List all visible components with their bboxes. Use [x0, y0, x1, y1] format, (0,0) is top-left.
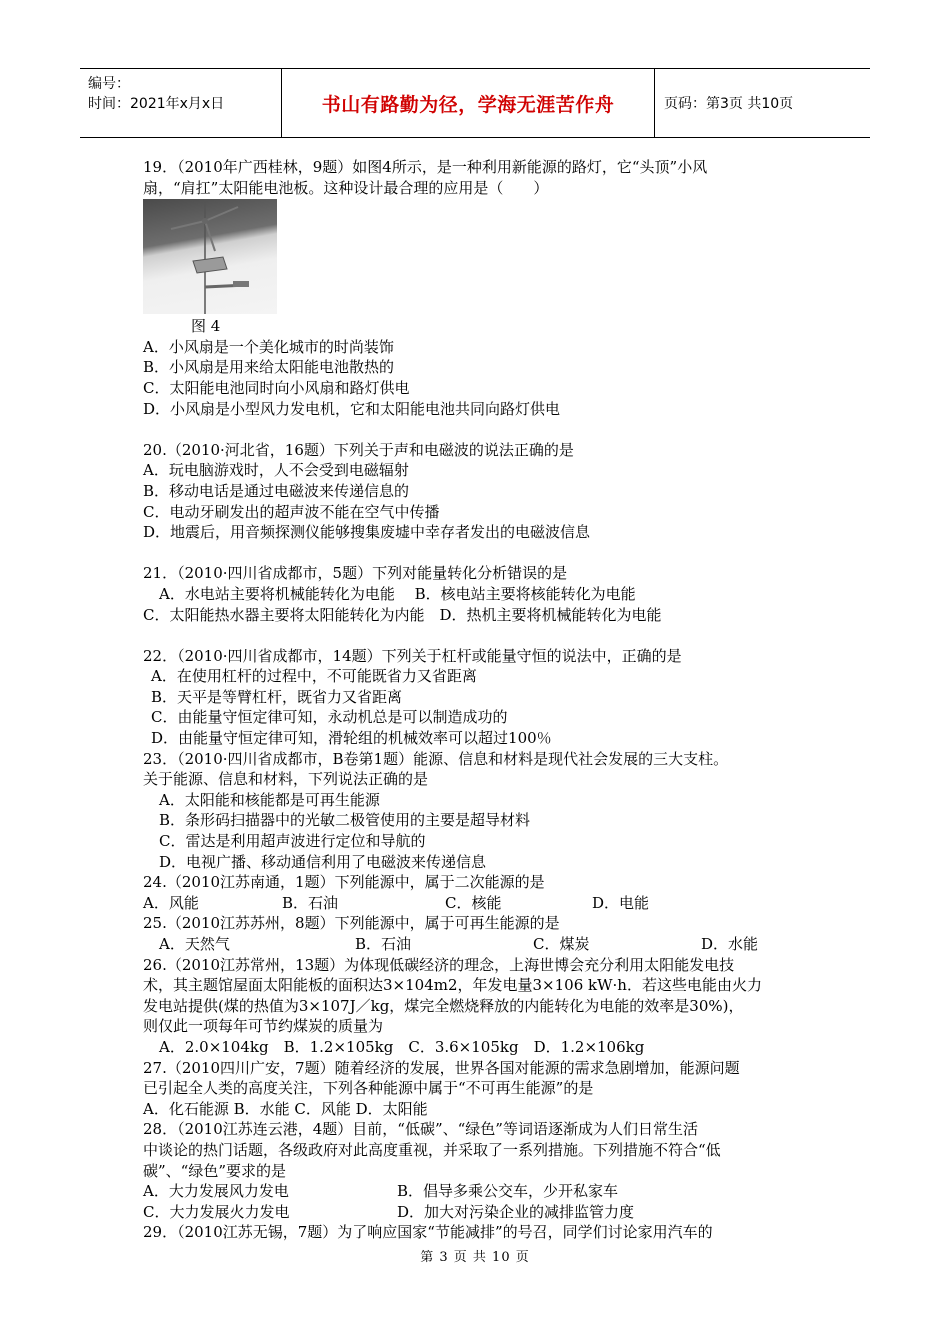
option: C．太阳能电池同时向小风扇和路灯供电 [143, 378, 410, 397]
question-27-stem: 已引起全人类的高度关注，下列各种能源中属于“不可再生能源”的是 [143, 1079, 594, 1098]
question-21-stem: 21．（2010·四川省成都市，5题）下列对能量转化分析错误的是 [143, 564, 568, 583]
option: D．小风扇是小型风力发电机，它和太阳能电池共同向路灯供电 [143, 399, 561, 418]
question-26-stem: 发电站提供(煤的热值为3×107J／kg，煤完全燃烧释放的内能转化为电能的效率是30%)， [143, 996, 744, 1015]
option-row [143, 893, 823, 914]
option: D．电视广播、移动通信利用了电磁波来传递信息 [159, 852, 487, 871]
option-row [143, 1181, 823, 1202]
option: A．风能 [143, 893, 199, 912]
question-28-stem: 碳”、“绿色”要求的是 [143, 1161, 287, 1180]
option: B．倡导多乘公交车，少开私家车 [397, 1182, 619, 1201]
question-23-stem: 23．（2010·四川省成都市，B卷第1题）能源、信息和材料是现代社会发展的三大支柱。 [143, 749, 729, 768]
option: B．石油 [282, 893, 339, 912]
option: B．小风扇是用来给太阳能电池散热的 [143, 358, 395, 377]
question-19-stem: 19．（2010年广西桂林，9题）如图4所示，是一种利用新能源的路灯，它“头顶”小风 [143, 158, 708, 176]
option: A．玩电脑游戏时，人不会受到电磁辐射 [143, 461, 409, 480]
option: B．移动电话是通过电磁波来传递信息的 [143, 481, 410, 500]
question-28-stem: 中谈论的热门话题，各级政府对此高度重视，并采取了一系列措施。下列措施不符合“低 [143, 1140, 721, 1159]
option: C．大力发展火力发电 [143, 1202, 290, 1221]
question-24-stem: 24.（2010江苏南通，1题）下列能源中，属于二次能源的是 [143, 873, 545, 892]
header-meta-cell [80, 69, 280, 137]
streetlight-illustration [143, 199, 277, 314]
option: D．电能 [592, 893, 650, 912]
question-29-stem: 29．（2010江苏无锡，7题）为了响应国家“节能减排”的号召，同学们讨论家用汽车的 [143, 1223, 713, 1242]
question-28-stem: 28．（2010江苏连云港，4题）目前，“低碳”、“绿色”等词语逐渐成为人们日常生活 [143, 1120, 698, 1139]
page-footer: 第 3 页 共 10 页 [420, 1250, 530, 1265]
option: D．加大对污染企业的减排监管力度 [397, 1202, 635, 1221]
time-label: 时间：2021年x月x日 [88, 96, 225, 112]
option: C．核能 [445, 893, 502, 912]
option: D．由能量守恒定律可知，滑轮组的机械效率可以超过100％ [151, 729, 552, 748]
option: C．太阳能热水器主要将太阳能转化为内能 D．热机主要将机械能转化为电能 [143, 605, 662, 624]
question-body [143, 157, 823, 1243]
option: C．由能量守恒定律可知，永动机总是可以制造成功的 [151, 708, 508, 727]
page-header [80, 68, 870, 138]
option-row [143, 1202, 823, 1223]
option: A．水电站主要将机械能转化为电能 B．核电站主要将核能转化为电能 [159, 584, 636, 603]
question-22-stem: 22．（2010·四川省成都市，14题）下列关于杠杆或能量守恒的说法中，正确的是 [143, 646, 682, 665]
question-23-stem: 关于能源、信息和材料，下列说法正确的是 [143, 770, 429, 789]
option: D．地震后，用音频探测仪能够搜集废墟中幸存者发出的电磁波信息 [143, 523, 591, 542]
question-26-stem: 则仅此一项每年可节约煤炭的质量为 [143, 1017, 384, 1036]
figure-caption: 图 4 [191, 317, 221, 336]
option: A．大力发展风力发电 [143, 1182, 289, 1201]
option: A．在使用杠杆的过程中，不可能既省力又省距离 [151, 667, 477, 686]
header-motto: 书山有路勤为径，学海无涯苦作舟 [321, 93, 615, 116]
question-19-stem: 扇，“肩扛”太阳能电池板。这种设计最合理的应用是（ ） [143, 178, 549, 197]
question-20-stem: 20.（2010·河北省，16题）下列关于声和电磁波的说法正确的是 [143, 440, 574, 459]
question-26-stem: 术，其主题馆屋面太阳能板的面积达3×104m2，年发电量3×106 kW·h．若这些电能由火力 [143, 976, 762, 995]
option: C．煤炭 [533, 935, 590, 953]
option-row [143, 934, 823, 955]
header-page-label: 页码：第3页 共10页 [664, 96, 794, 112]
option: C．雷达是利用超声波进行定位和导航的 [159, 832, 426, 851]
option-row: A．2.0×104kg B．1.2×105kg C．3.6×105kg D．1.2×106kg [159, 1037, 645, 1056]
header-divider [654, 69, 655, 137]
option: B．石油 [355, 935, 412, 953]
question-26-stem: 26.（2010江苏常州，13题）为体现低碳经济的理念，上海世博会充分利用太阳能发电技 [143, 955, 735, 974]
option-row: A．化石能源 B．水能 C．风能 D．太阳能 [143, 1099, 428, 1118]
question-27-stem: 27.（2010四川广安，7题）随着经济的发展，世界各国对能源的需求急剧增加，能源问题 [143, 1058, 740, 1077]
option: B．条形码扫描器中的光敏二极管使用的主要是超导材料 [159, 811, 531, 830]
option: A．太阳能和核能都是可再生能源 [159, 790, 380, 809]
option: A．小风扇是一个美化城市的时尚装饰 [143, 337, 394, 356]
option: A．天然气 [159, 935, 230, 953]
question-25-stem: 25.（2010江苏苏州，8题）下列能源中，属于可再生能源的是 [143, 914, 560, 933]
option: C．电动牙刷发出的超声波不能在空气中传播 [143, 502, 440, 521]
option: D．水能 [701, 935, 759, 953]
option: B．天平是等臂杠杆，既省力又省距离 [151, 687, 403, 706]
code-label: 编号： [88, 76, 130, 92]
streetlight-photo [143, 199, 277, 314]
